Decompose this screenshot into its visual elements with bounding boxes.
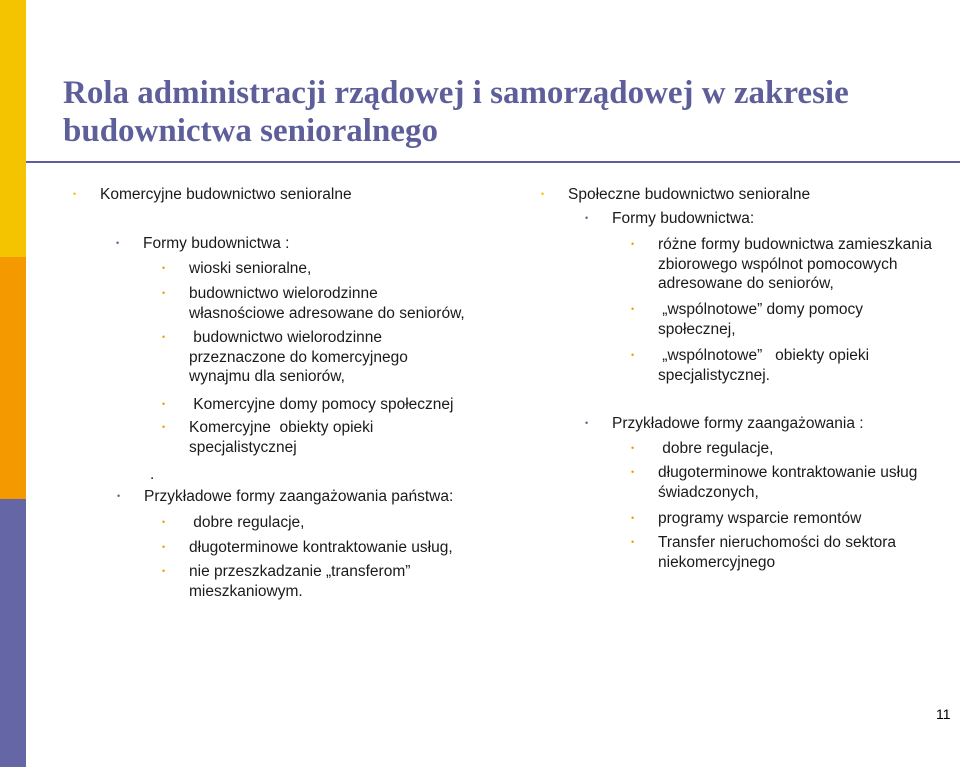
left-form-item: • budownictwo wielorodzinne własnościowe adresowane do seniorów, [189,284,465,323]
right-forms-heading: • Formy budownictwa: [612,209,754,229]
left-example-item: • długoterminowe kontraktowanie usług, [189,538,453,558]
right-example-item: • dobre regulacje, [658,439,773,459]
sidebar-yellow-band [0,0,26,257]
left-example-item: • dobre regulacje, [189,513,304,533]
left-heading: • Komercyjne budownictwo senioralne [100,185,352,205]
right-example-item: • długoterminowe kontraktowanie usług świadczonych, [658,463,917,502]
left-form-item: • wioski senioralne, [189,259,311,279]
right-examples-heading: • Przykładowe formy zaangażowania : [612,414,864,434]
title-divider [26,161,960,163]
left-example-item: • nie przeszkadzanie „transferom” mieszkaniowym. [189,562,410,601]
slide-title: Rola administracji rządowej i samorządowej w zakresie budownictwa senioralnego [63,75,849,149]
left-form-item: • Komercyjne domy pomocy społecznej [189,395,453,415]
right-heading: • Społeczne budownictwo senioralne [568,185,810,205]
right-form-item: • „wspólnotowe” obiekty opieki specjalistycznej. [658,346,869,385]
right-form-item: • różne formy budownictwa zamieszkania zbiorowego wspólnot pomocowych adresowane do seniorów, [658,235,932,294]
left-form-item: • Komercyjne obiekty opieki specjalistycznej [189,418,373,457]
right-example-item: • programy wsparcie remontów [658,509,861,529]
right-example-item: • Transfer nieruchomości do sektora niekomercyjnego [658,533,896,572]
sidebar-orange-band [0,257,26,499]
left-form-item: • budownictwo wielorodzinne przeznaczone do komercyjnego wynajmu dla seniorów, [189,328,408,387]
sidebar-purple-band [0,499,26,767]
right-form-item: • „wspólnotowe” domy pomocy społecznej, [658,300,863,339]
page-number: 11 [936,706,951,722]
stray-dot: . [150,466,155,483]
left-examples-heading: • Przykładowe formy zaangażowania państwa: [144,487,453,507]
decorative-sidebar [0,0,26,767]
left-forms-heading: • Formy budownictwa : [143,234,289,254]
